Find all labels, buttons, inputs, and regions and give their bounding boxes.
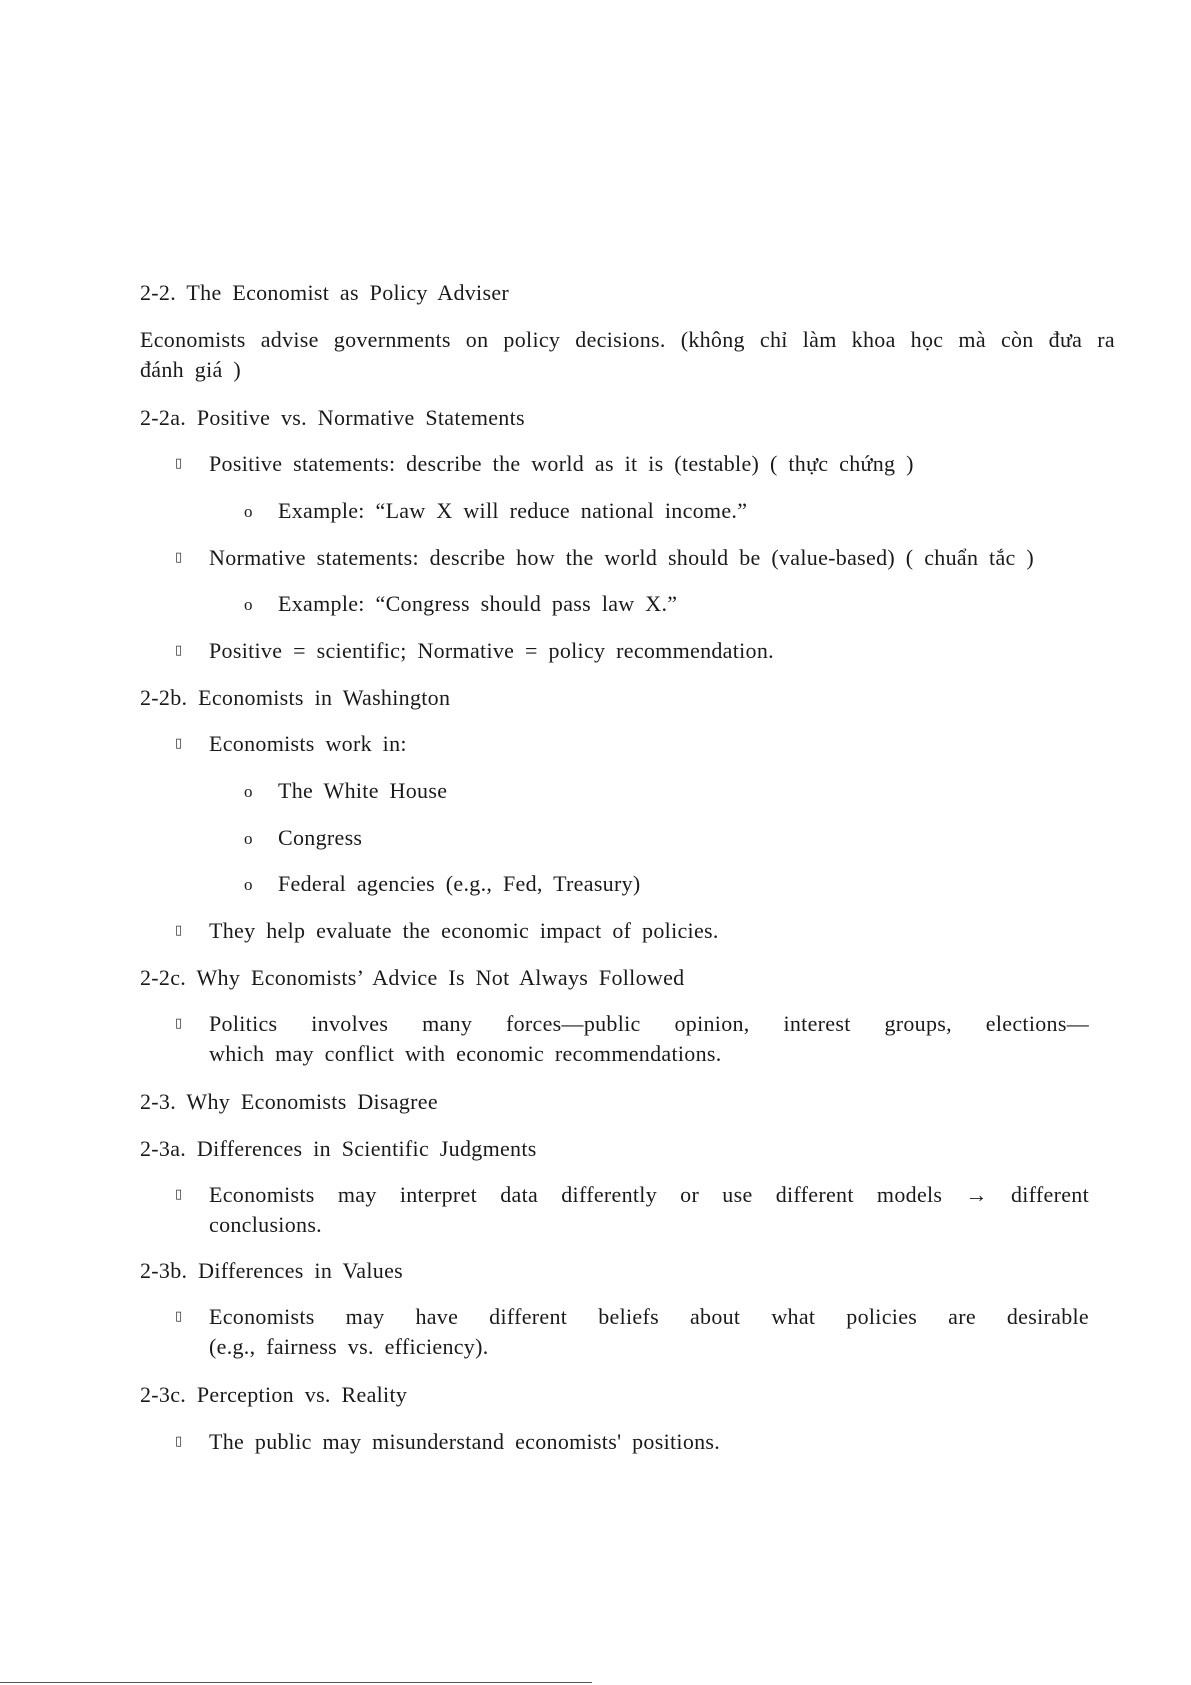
bullet-text: Positive statements: describe the world as it is (testable) ( thực chứng )	[209, 451, 914, 476]
bullet-text-line-1: Economists may have different beliefs about what policies are desirable	[209, 1304, 1089, 1329]
bullet-text: Economists work in:	[209, 731, 407, 756]
bullet-marker: ▯	[175, 1309, 183, 1324]
bullet-text	[209, 1180, 1089, 1240]
bullet-text-line-1: Politics involves many forces—public opinion, interest groups, elections—	[209, 1011, 1089, 1036]
intro-line-1: Economists advise governments on policy decisions. (không chỉ làm khoa học mà còn đưa ra	[140, 327, 1115, 352]
bullet-text	[209, 1302, 1089, 1362]
bullet-marker: ▯	[175, 550, 183, 565]
bullet-text	[209, 1009, 1089, 1069]
bullet-marker: ▯	[175, 923, 183, 938]
bullet-text-line-1: Economists may interpret data differently or use different models → different	[209, 1182, 1089, 1207]
section-heading-2-3a: 2-3a. Differences in Scientific Judgments	[140, 1136, 537, 1161]
bullet-text: Positive = scientific; Normative = policy recommendation.	[209, 638, 774, 663]
section-heading-2-3: 2-3. Why Economists Disagree	[140, 1089, 438, 1114]
sub-bullet-marker: o	[244, 595, 253, 614]
section-heading-2-2b: 2-2b. Economists in Washington	[140, 685, 451, 710]
sub-bullet-marker: o	[244, 875, 253, 894]
sub-bullet-marker: o	[244, 502, 253, 521]
bullet-text-line-2: conclusions.	[209, 1212, 322, 1237]
section-heading-2-3b: 2-3b. Differences in Values	[140, 1258, 403, 1283]
intro-line-2: đánh giá )	[140, 357, 241, 382]
bullet-marker: ▯	[175, 1434, 183, 1449]
sub-bullet-marker: o	[244, 782, 253, 801]
section-heading-2-3c: 2-3c. Perception vs. Reality	[140, 1382, 408, 1407]
sub-bullet-text: The White House	[278, 778, 448, 803]
bullet-marker: ▯	[175, 1187, 183, 1202]
section-heading-2-2c: 2-2c. Why Economists’ Advice Is Not Always Followed	[140, 965, 685, 990]
sub-bullet-text: Example: “Law X will reduce national income.”	[278, 498, 748, 523]
sub-bullet-marker: o	[244, 829, 253, 848]
sub-bullet-text: Federal agencies (e.g., Fed, Treasury)	[278, 871, 641, 896]
sub-bullet-text: Example: “Congress should pass law X.”	[278, 591, 678, 616]
bullet-text: Normative statements: describe how the world should be (value-based) ( chuẩn tắc )	[209, 545, 1035, 570]
section-heading-2-2: 2-2. The Economist as Policy Adviser	[140, 280, 510, 305]
section-heading-2-2a: 2-2a. Positive vs. Normative Statements	[140, 405, 525, 430]
bullet-text: They help evaluate the economic impact of policies.	[209, 918, 719, 943]
bullet-marker: ▯	[175, 736, 183, 751]
footer-rule	[0, 1682, 592, 1683]
bullet-text-line-2: which may conflict with economic recommendations.	[209, 1041, 722, 1066]
bullet-marker: ▯	[175, 456, 183, 471]
sub-bullet-text: Congress	[278, 825, 363, 850]
bullet-marker: ▯	[175, 643, 183, 658]
bullet-text: The public may misunderstand economists' positions.	[209, 1429, 721, 1454]
bullet-marker: ▯	[175, 1016, 183, 1031]
bullet-text-line-2: (e.g., fairness vs. efficiency).	[209, 1334, 489, 1359]
intro-paragraph	[140, 325, 1115, 385]
